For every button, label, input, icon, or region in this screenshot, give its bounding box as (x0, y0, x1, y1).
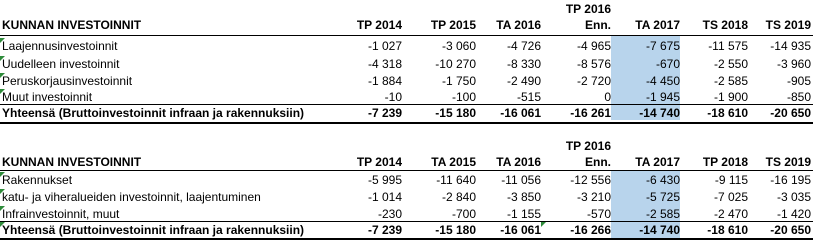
cell: -2 720 (576, 74, 611, 88)
row-label: Uudelleen investoinnit (2, 57, 120, 71)
cell: -3 960 (776, 57, 811, 71)
total-cell: -20 650 (770, 223, 811, 237)
column-header: TA 2015 (431, 155, 476, 169)
cell: -14 935 (770, 39, 811, 53)
column-header: TS 2018 (702, 18, 748, 32)
cell: -5 995 (367, 173, 402, 187)
cell: 0 (604, 90, 611, 104)
total-cell: -7 239 (367, 106, 402, 120)
total-cell: -18 610 (707, 223, 748, 237)
cell: -3 060 (441, 39, 476, 53)
total-cell: -20 650 (770, 106, 811, 120)
total-cell: -15 180 (435, 106, 476, 120)
cell: -2 550 (713, 57, 748, 71)
cell: -2 585 (645, 207, 680, 221)
cell-marker-icon (0, 38, 5, 43)
total-cell: -15 180 (435, 223, 476, 237)
total-cell: -7 239 (367, 223, 402, 237)
cell: -100 (451, 90, 476, 104)
total-row (0, 104, 813, 123)
row-label: Rakennukset (2, 173, 73, 187)
cell: -5 725 (645, 190, 680, 204)
cell: -1 420 (776, 207, 811, 221)
cell: -1 884 (367, 74, 402, 88)
column-header: TS 2019 (765, 18, 811, 32)
cell-marker-icon (0, 222, 5, 227)
column-header: TA 2016 (496, 18, 541, 32)
cell: -4 318 (367, 57, 402, 71)
subheader-tp2016: TP 2016 (565, 2, 611, 16)
row-label: katu- ja viheralueiden investoinnit, laajentuminen (2, 190, 261, 204)
cell: -3 035 (776, 190, 811, 204)
cell: -9 115 (714, 173, 748, 187)
cell: -230 (377, 207, 402, 221)
cell: -11 575 (708, 39, 748, 53)
column-header: TA 2017 (635, 18, 680, 32)
cell: -3 850 (506, 190, 541, 204)
cell: -515 (516, 90, 541, 104)
cell: -2 840 (441, 190, 476, 204)
cell: -3 210 (576, 190, 611, 204)
row-label: Muut investoinnit (2, 90, 93, 104)
cell: -4 450 (645, 74, 680, 88)
table-row (0, 37, 813, 56)
subheader-tp2016: TP 2016 (565, 139, 611, 153)
cell-marker-icon (0, 56, 5, 61)
row-label: Laajennusinvestoinnit (2, 39, 118, 53)
total-cell: -16 266 (570, 223, 611, 237)
total-bottom-border (0, 122, 813, 124)
cell: -10 (384, 90, 402, 104)
cell-marker-icon (0, 73, 5, 78)
cell: -2 585 (713, 74, 748, 88)
column-header: TP 2014 (356, 155, 402, 169)
row-label: Infrainvestoinnit, muut (2, 207, 120, 221)
total-cell: -18 610 (707, 106, 748, 120)
cell: -7 675 (645, 39, 680, 53)
cell: -11 056 (501, 173, 541, 187)
cell: -2 470 (713, 207, 748, 221)
cell: -1 027 (367, 39, 402, 53)
header-divider (0, 35, 813, 36)
column-header: TS 2019 (765, 155, 811, 169)
cell-marker-icon (0, 206, 5, 211)
cell: -16 195 (770, 173, 811, 187)
cell: -1 014 (367, 190, 402, 204)
total-label: Yhteensä (Bruttoinvestoinnit infraan ja rakennuksiin) (2, 106, 305, 120)
row-label: Peruskorjausinvestoinnit (2, 74, 133, 88)
column-header-enn: Enn. (585, 155, 611, 169)
cell: -700 (451, 207, 476, 221)
cell: -1 900 (713, 90, 748, 104)
cell-marker-icon (0, 89, 5, 94)
total-cell: -16 261 (570, 106, 611, 120)
cell: -905 (786, 74, 811, 88)
column-header: TA 2016 (496, 155, 541, 169)
column-header: TA 2017 (635, 155, 680, 169)
cell-marker-icon (0, 172, 5, 177)
cell: -1 155 (506, 207, 541, 221)
cell: -8 576 (576, 57, 611, 71)
cell: -6 430 (645, 173, 680, 187)
table-title: KUNNAN INVESTOINNIT (2, 18, 142, 32)
cell: -12 556 (570, 173, 611, 187)
total-label: Yhteensä (Bruttoinvestoinnit infraan ja rakennuksiin) (2, 223, 305, 237)
cell: -570 (586, 207, 611, 221)
cell: -4 965 (576, 39, 611, 53)
total-cell: -16 061 (500, 106, 541, 120)
cell: -2 490 (506, 74, 541, 88)
cell: -11 640 (436, 173, 476, 187)
cell-marker-icon (541, 222, 546, 227)
cell: -1 945 (645, 90, 680, 104)
header-row (0, 16, 813, 35)
total-cell: -16 061 (500, 223, 541, 237)
cell: -670 (655, 57, 680, 71)
cell-marker-icon (0, 189, 5, 194)
total-cell: -14 740 (639, 223, 680, 237)
column-header: TP 2015 (430, 18, 476, 32)
cell: -850 (786, 90, 811, 104)
total-cell: -14 740 (639, 106, 680, 120)
cell: -7 025 (713, 190, 748, 204)
cell: -10 270 (435, 57, 476, 71)
cell: -4 726 (506, 39, 541, 53)
cell: -8 330 (506, 57, 541, 71)
column-header: TP 2018 (702, 155, 748, 169)
column-header-enn: Enn. (585, 18, 611, 32)
table-title: KUNNAN INVESTOINNIT (2, 155, 142, 169)
cell: -1 750 (441, 74, 476, 88)
column-header: TP 2014 (356, 18, 402, 32)
